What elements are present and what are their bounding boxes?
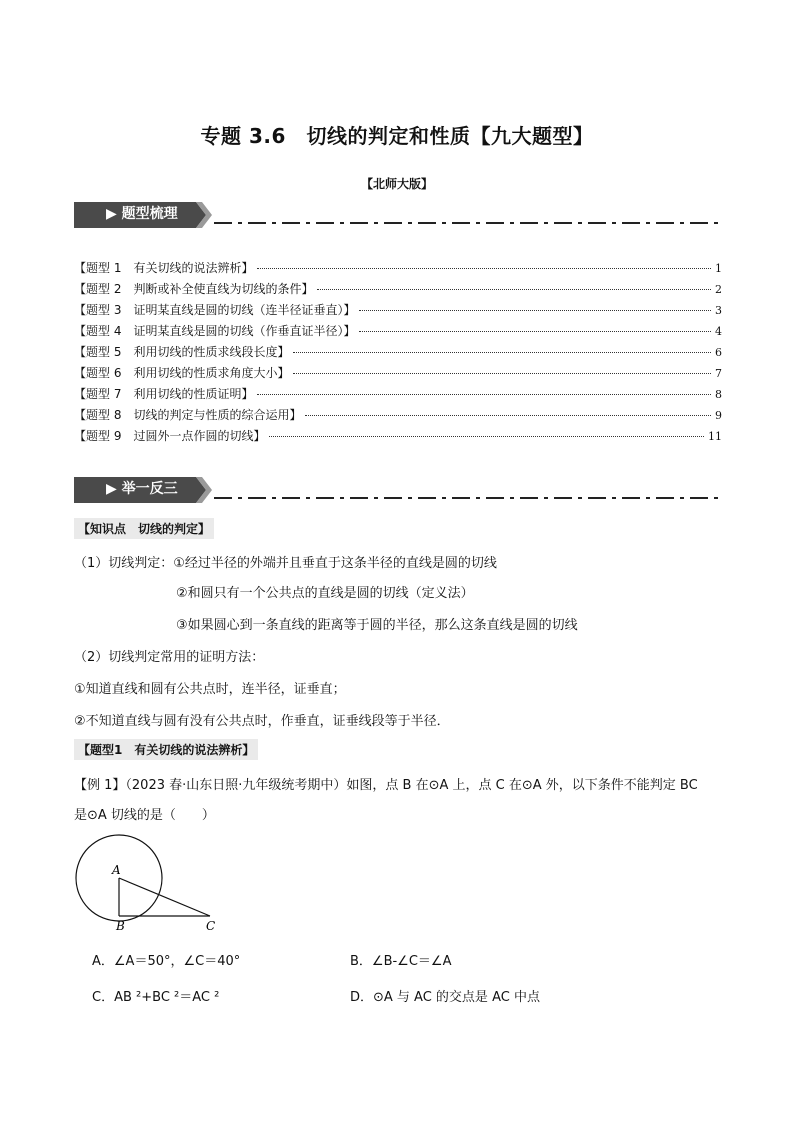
- point-c-label: C: [206, 919, 216, 933]
- example-question-line: 【例 1】（2023 春·山东日照·九年级统考期中）如图，点 B 在⊙A 上，点 C 在⊙A 外，以下条件不能判定 BC: [74, 778, 698, 793]
- toc-entry-page: 1: [715, 262, 722, 275]
- toc-entry-page: 4: [715, 325, 722, 338]
- toc-entry-label: 【题型 5 利用切线的性质求线段长度】: [74, 345, 290, 359]
- toc-leader-dots: [269, 436, 704, 437]
- example-question-line: 是⊙A 切线的是（ ）: [74, 808, 215, 823]
- toc-leader-dots: [359, 331, 711, 332]
- toc-entry[interactable]: [74, 385, 722, 406]
- toc-entry-label: 【题型 6 利用切线的性质求角度大小】: [74, 366, 290, 380]
- knowledge-line: ②不知道直线与圆有没有公共点时，作垂直，证垂线段等于半径．: [74, 714, 450, 729]
- knowledge-line: （2）切线判定常用的证明方法：: [74, 650, 265, 665]
- toc-entry[interactable]: [74, 364, 722, 385]
- toc-leader-dots: [317, 289, 711, 290]
- toc-entry-label: 【题型 1 有关切线的说法辨析】: [74, 261, 254, 275]
- question-type-label: 【题型1 有关切线的说法辨析】: [74, 739, 258, 760]
- toc-leader-dots: [257, 268, 711, 269]
- knowledge-point-label: 【知识点 切线的判定】: [74, 518, 214, 539]
- toc-entry-page: 2: [715, 283, 722, 296]
- option-a: A．∠A＝50°，∠C＝40°: [92, 954, 241, 969]
- toc-entry-page: 8: [715, 388, 722, 401]
- section-header-label: [106, 480, 178, 498]
- knowledge-line: ②和圆只有一个公共点的直线是圆的切线（定义法）: [176, 586, 474, 601]
- section-header-practice: [74, 477, 722, 503]
- play-triangle-icon: ▶: [106, 481, 122, 497]
- toc-leader-dots: [305, 415, 711, 416]
- knowledge-line: ①知道直线和圆有公共点时，连半径，证垂直；: [74, 682, 346, 697]
- knowledge-line: ③如果圆心到一条直线的距离等于圆的半径，那么这条直线是圆的切线: [176, 618, 578, 633]
- toc-entry[interactable]: [74, 301, 722, 322]
- point-a-label: A: [112, 863, 121, 877]
- toc-entry-label: 【题型 4 证明某直线是圆的切线（作垂直证半径）】: [74, 324, 356, 338]
- toc-entry-page: 7: [715, 367, 722, 380]
- toc-leader-dots: [293, 373, 711, 374]
- option-b: B．∠B-∠C＝∠A: [350, 954, 452, 969]
- section-header-text: 题型梳理: [121, 206, 178, 222]
- toc-entry-label: 【题型 7 利用切线的性质证明】: [74, 387, 254, 401]
- toc-entry-label: 【题型 2 判断或补全使直线为切线的条件】: [74, 282, 314, 296]
- toc-leader-dots: [359, 310, 711, 311]
- section-header-toc: [74, 202, 722, 228]
- toc-entry-page: 6: [715, 346, 722, 359]
- option-c: C．AB ²+BC ²＝AC ²: [92, 990, 220, 1005]
- segment-ac: [119, 878, 210, 916]
- edition-label: 【北师大版】: [360, 177, 433, 191]
- toc-entry[interactable]: [74, 406, 722, 427]
- toc-leader-dots: [293, 352, 711, 353]
- toc-entry[interactable]: [74, 280, 722, 301]
- toc-entry-label: 【题型 3 证明某直线是圆的切线（连半径证垂直）】: [74, 303, 356, 317]
- toc-entry[interactable]: [74, 427, 722, 448]
- toc-entry-page: 9: [715, 409, 722, 422]
- toc-entry-page: 3: [715, 304, 722, 317]
- geometry-figure: [72, 832, 232, 940]
- point-b-label: B: [116, 919, 125, 933]
- toc-entry-label: 【题型 8 切线的判定与性质的综合运用】: [74, 408, 302, 422]
- table-of-contents: [74, 259, 722, 448]
- section-header-label: [106, 205, 178, 223]
- knowledge-line: （1）切线判定：①经过半径的外端并且垂直于这条半径的直线是圆的切线: [74, 556, 497, 571]
- toc-entry[interactable]: [74, 259, 722, 280]
- toc-entry[interactable]: [74, 322, 722, 343]
- toc-leader-dots: [257, 394, 711, 395]
- section-header-text: 举一反三: [121, 481, 178, 497]
- toc-entry-label: 【题型 9 过圆外一点作圆的切线】: [74, 429, 266, 443]
- play-triangle-icon: ▶: [106, 206, 122, 222]
- option-d: D．⊙A 与 AC 的交点是 AC 中点: [350, 990, 540, 1005]
- toc-entry[interactable]: [74, 343, 722, 364]
- toc-entry-page: 11: [708, 430, 722, 443]
- page-title: 专题 3.6 切线的判定和性质【九大题型】: [200, 124, 594, 148]
